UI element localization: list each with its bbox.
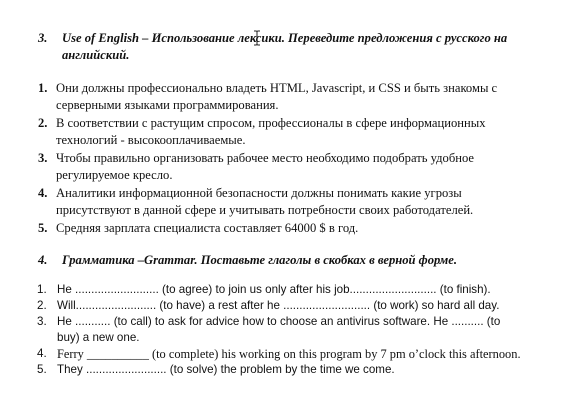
item-number: 1.	[37, 283, 47, 296]
item-text-line2: buy) a new one.	[57, 331, 140, 344]
section-3-title-line2: английский.	[62, 48, 130, 62]
item-number: 5.	[38, 221, 48, 235]
item-text-line1: Средняя зарплата специалиста составляет 64000 $ в год.	[56, 221, 359, 235]
section-3-title-line1: Use of English – Использование лексики. Переведите предложения с русского на	[62, 31, 508, 45]
section-4-title: Грамматика –Grammar. Поставьте глаголы в скобках в верной форме.	[62, 253, 458, 267]
item-text-line2: регулируемое кресло.	[56, 168, 173, 183]
item-number: 2.	[37, 299, 47, 312]
section-4-heading	[38, 252, 558, 269]
text-cursor-icon	[252, 30, 262, 46]
item-text-line1: He .......................... (to agree) to join us only after his job........................... (to finish).	[57, 283, 491, 296]
item-text-line2: серверными языками программирования.	[56, 98, 279, 113]
item-number: 3.	[37, 315, 47, 328]
item-number: 5.	[37, 363, 47, 376]
item-text-line2: технологий - высокооплачиваемые.	[56, 133, 246, 148]
section-4-number: 4.	[38, 253, 48, 267]
item-number: 4.	[37, 347, 47, 360]
item-text-line1: Will......................... (to have) a rest after he ........................... (to work) so hard all day.	[57, 299, 500, 312]
item-text-line1: Они должны профессионально владеть HTML, Javascript, и CSS и быть знакомы с	[56, 81, 498, 95]
item-number: 4.	[38, 186, 48, 200]
item-number: 2.	[38, 116, 48, 130]
item-text-line2: присутствуют в данной сфере и учитывать потребности своих работодателей.	[56, 203, 474, 218]
item-text-line1: Чтобы правильно организовать рабочее место необходимо подобрать удобное	[56, 151, 475, 165]
section-3-heading	[38, 30, 558, 64]
item-text-line1: В соответствии с растущим спросом, профессионалы в сфере информационных	[56, 116, 486, 130]
item-text-line1: They ......................... (to solve) the problem by the time we come.	[57, 363, 395, 376]
item-text-line1: Ferry __________ (to complete) his working on this program by 7 pm o’clock this afternoon.	[57, 347, 521, 361]
item-text-line1: Аналитики информационной безопасности должны понимать какие угрозы	[56, 186, 462, 200]
item-number: 1.	[38, 81, 48, 95]
section-3-number: 3.	[38, 31, 48, 45]
item-number: 3.	[38, 151, 48, 165]
item-text-line1: He ........... (to call) to ask for advice how to choose an antivirus software. He .......... (to	[57, 315, 501, 328]
